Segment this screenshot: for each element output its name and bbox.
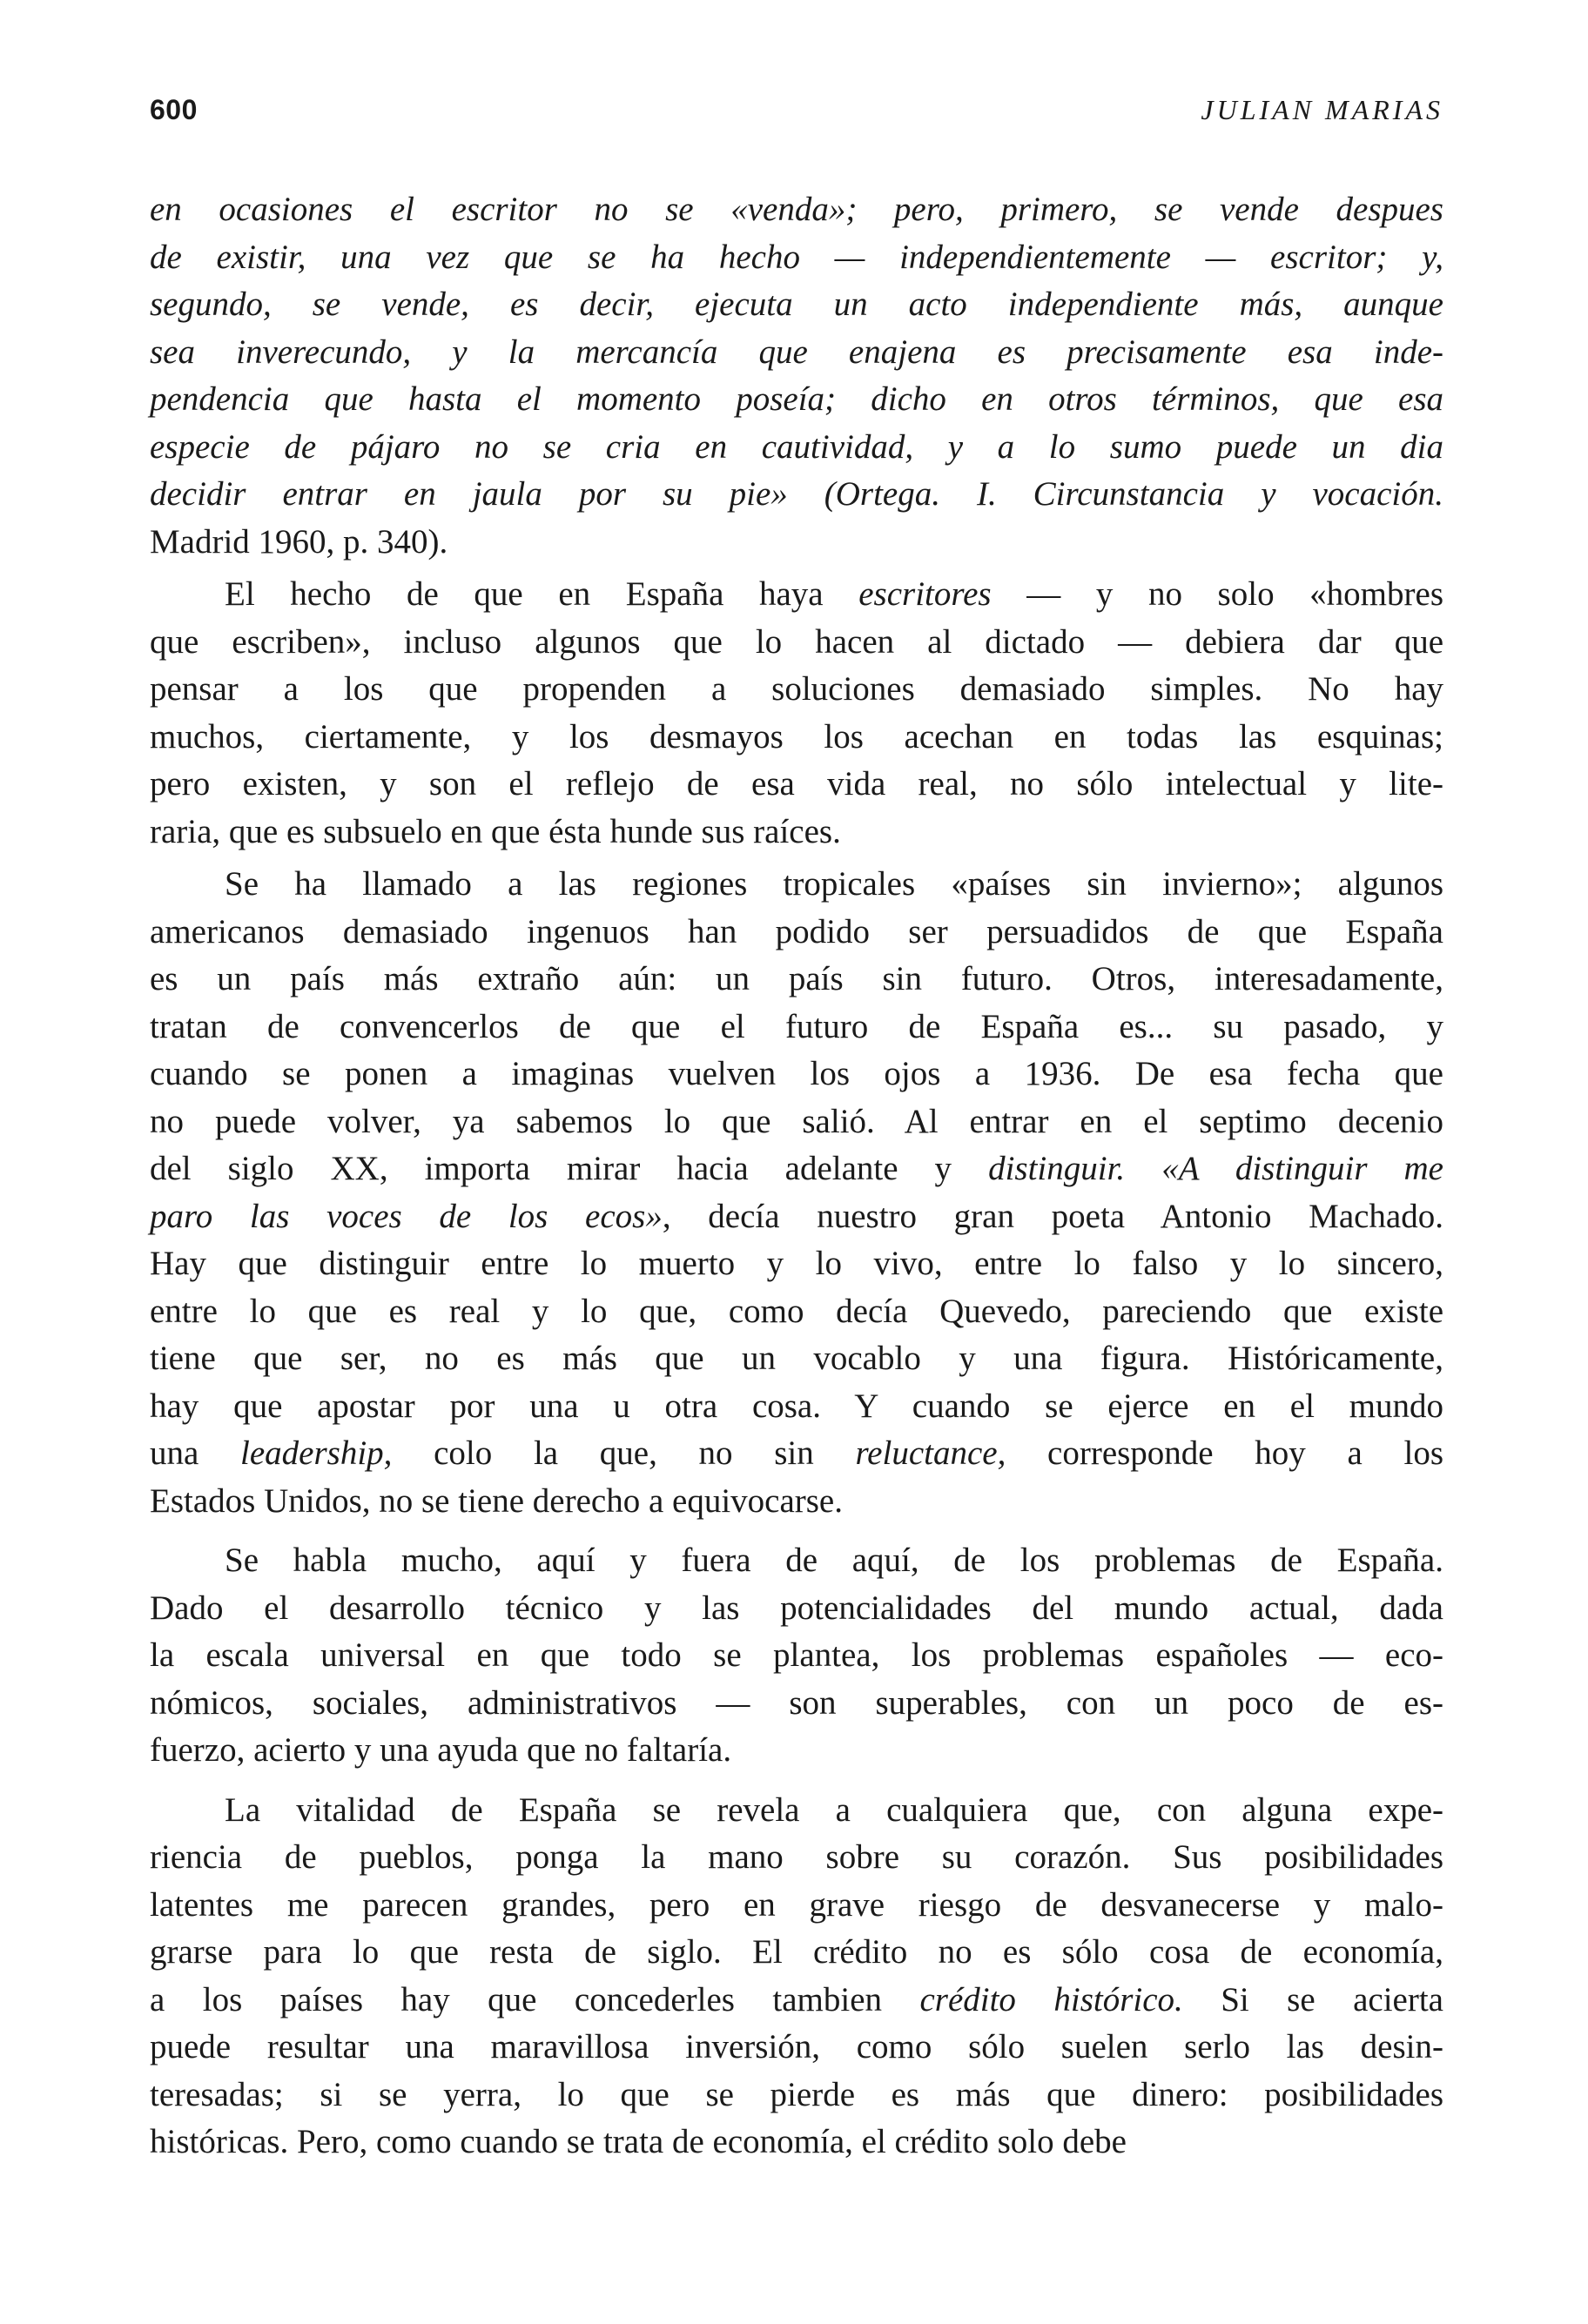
- text-run: que escriben», incluso algunos que lo hacen al dictado — debiera dar que: [150, 622, 1443, 661]
- text-run: una: [150, 1434, 241, 1472]
- running-head: JULIAN MARIAS: [1201, 94, 1443, 125]
- text-line: [150, 329, 1443, 377]
- page-header: [150, 94, 1443, 136]
- text-run: Dado el desarrollo técnico y las potencialidades del mundo actual, dada: [150, 1589, 1443, 1627]
- text-line: [150, 1585, 1443, 1633]
- text-line: [150, 424, 1443, 472]
- text-line: [150, 1288, 1443, 1336]
- text-run: Se habla mucho, aquí y fuera de aquí, de los problemas de España.: [225, 1541, 1443, 1579]
- text-line: [150, 1834, 1443, 1882]
- text-line: [150, 519, 1443, 567]
- text-run: del siglo XX, importa mirar hacia adelante y: [150, 1150, 989, 1187]
- text-line: [150, 1098, 1443, 1146]
- text-run: tiene que ser, no es más que un vocablo y una figura. Históricamente,: [150, 1340, 1443, 1377]
- text-line: [150, 1632, 1443, 1680]
- text-line: [150, 1787, 1443, 1835]
- text-run: riencia de pueblos, ponga la mano sobre su corazón. Sus posibilidades: [150, 1838, 1443, 1876]
- text-run: La vitalidad de España se revela a cualquiera que, con alguna expe-: [225, 1790, 1443, 1829]
- text-run: grarse para lo que resta de siglo. El crédito no es sólo cosa de economía,: [150, 1933, 1443, 1971]
- text-run: pero existen, y son el reflejo de esa vida real, no sólo intelectual y lite-: [150, 765, 1443, 803]
- text-line: [150, 281, 1443, 329]
- text-run: colo la que, no sin: [392, 1434, 856, 1472]
- italic-run: especie de pájaro no se cria en cautividad, y a lo sumo puede un dia: [150, 427, 1443, 466]
- body-text: [150, 186, 1443, 2166]
- text-run: muchos, ciertamente, y los desmayos los acechan en todas las esquinas;: [150, 717, 1443, 756]
- text-line: [150, 861, 1443, 909]
- text-run: latentes me parecen grandes, pero en grave riesgo de desvanecerse y malo-: [150, 1885, 1443, 1924]
- text-line: [150, 1727, 1443, 1775]
- text-line: [150, 1537, 1443, 1585]
- paragraph: [150, 1537, 1443, 1775]
- text-run: entre lo que es real y lo que, como decía Quevedo, pareciendo que existe: [150, 1292, 1443, 1330]
- text-line: [150, 809, 1443, 856]
- text-line: [150, 1145, 1443, 1193]
- text-run: históricas. Pero, como cuando se trata de economía, el crédito solo debe: [150, 2123, 1127, 2160]
- text-line: [150, 1335, 1443, 1383]
- paragraph: [150, 861, 1443, 1525]
- page-number: 600: [150, 94, 198, 125]
- text-line: [150, 234, 1443, 282]
- italic-run: en ocasiones el escritor no se «venda»; pero, primero, se vende despues: [150, 191, 1443, 228]
- text-run: a los países hay que concederles tambien: [150, 1980, 920, 2018]
- text-run: fuerzo, acierto y una ayuda que no faltaría.: [150, 1731, 732, 1769]
- text-run: pensar a los que propenden a soluciones demasiado simples. No hay: [150, 670, 1443, 708]
- italic-run: leadership,: [240, 1434, 393, 1472]
- text-run: la escala universal en que todo se plantea, los problemas españoles — eco-: [150, 1636, 1443, 1674]
- paragraph: [150, 186, 1443, 566]
- text-run: tratan de convencerlos de que el futuro de España es... su pasado, y: [150, 1007, 1443, 1045]
- italic-run: decidir entrar en jaula por su pie» (Ortega. I. Circunstancia y vocación.: [150, 475, 1443, 513]
- paragraph: [150, 571, 1443, 856]
- text-run: Madrid 1960, p. 340).: [150, 522, 448, 561]
- text-line: [150, 1383, 1443, 1431]
- text-line: [150, 1680, 1443, 1728]
- text-line: [150, 1430, 1443, 1478]
- text-run: cuando se ponen a imaginas vuelven los ojos a 1936. De esa fecha que: [150, 1055, 1443, 1092]
- text-run: teresadas; si se yerra, lo que se pierde es más que dinero: posibilidades: [150, 2075, 1443, 2113]
- text-run: Estados Unidos, no se tiene derecho a equivocarse.: [150, 1481, 843, 1520]
- text-line: [150, 471, 1443, 519]
- italic-run: pendencia que hasta el momento poseía; dicho en otros términos, que esa: [150, 380, 1443, 418]
- text-line: [150, 571, 1443, 619]
- text-run: es un país más extraño aún: un país sin futuro. Otros, interesadamente,: [150, 960, 1443, 997]
- text-line: [150, 909, 1443, 957]
- text-run: El hecho de que en España haya: [225, 575, 859, 613]
- text-line: [150, 1478, 1443, 1526]
- text-run: Hay que distinguir entre lo muerto y lo vivo, entre lo falso y lo sincero,: [150, 1245, 1443, 1282]
- italic-run: reluctance,: [855, 1434, 1006, 1472]
- text-run: raria, que es subsuelo en que ésta hunde sus raíces.: [150, 812, 841, 850]
- text-run: , decía nuestro gran poeta Antonio Machado.: [662, 1197, 1443, 1235]
- italic-run: de existir, una vez que se ha hecho — independientemente — escritor; y,: [150, 238, 1443, 276]
- text-line: [150, 956, 1443, 1004]
- text-line: [150, 1051, 1443, 1098]
- text-line: [150, 2072, 1443, 2119]
- italic-run: paro las voces de los ecos»: [150, 1197, 663, 1235]
- text-run: no puede volver, ya sabemos lo que salió. Al entrar en el septimo decenio: [150, 1102, 1443, 1140]
- text-line: [150, 2024, 1443, 2072]
- text-line: [150, 714, 1443, 762]
- text-line: [150, 1882, 1443, 1930]
- text-run: nómicos, sociales, administrativos — son superables, con un poco de es-: [150, 1683, 1443, 1722]
- text-line: [150, 2119, 1443, 2166]
- text-line: [150, 619, 1443, 667]
- text-run: puede resultar una maravillosa inversión, como sólo suelen serlo las desin-: [150, 2028, 1443, 2065]
- text-line: [150, 186, 1443, 234]
- text-line: [150, 1929, 1443, 1977]
- text-run: Si se acierta: [1182, 1980, 1443, 2018]
- text-run: corresponde hoy a los: [1006, 1434, 1444, 1472]
- text-line: [150, 1193, 1443, 1241]
- italic-run: distinguir. «A distinguir me: [988, 1150, 1443, 1187]
- text-line: [150, 1240, 1443, 1288]
- paragraph: [150, 1787, 1443, 2166]
- text-run: americanos demasiado ingenuos han podido ser persuadidos de que España: [150, 912, 1443, 950]
- italic-run: escritores: [858, 575, 992, 613]
- italic-run: segundo, se vende, es decir, ejecuta un acto independiente más, aunque: [150, 285, 1443, 323]
- text-run: hay que apostar por una u otra cosa. Y cuando se ejerce en el mundo: [150, 1387, 1443, 1425]
- text-run: Se ha llamado a las regiones tropicales «países sin invierno»; algunos: [225, 865, 1443, 903]
- italic-run: sea inverecundo, y la mercancía que enajena es precisamente esa inde-: [150, 332, 1443, 371]
- italic-run: crédito histórico.: [919, 1980, 1183, 2018]
- text-run: — y no solo «hombres: [991, 575, 1443, 613]
- text-line: [150, 761, 1443, 809]
- text-line: [150, 376, 1443, 424]
- text-line: [150, 666, 1443, 714]
- text-line: [150, 1004, 1443, 1051]
- text-line: [150, 1977, 1443, 2025]
